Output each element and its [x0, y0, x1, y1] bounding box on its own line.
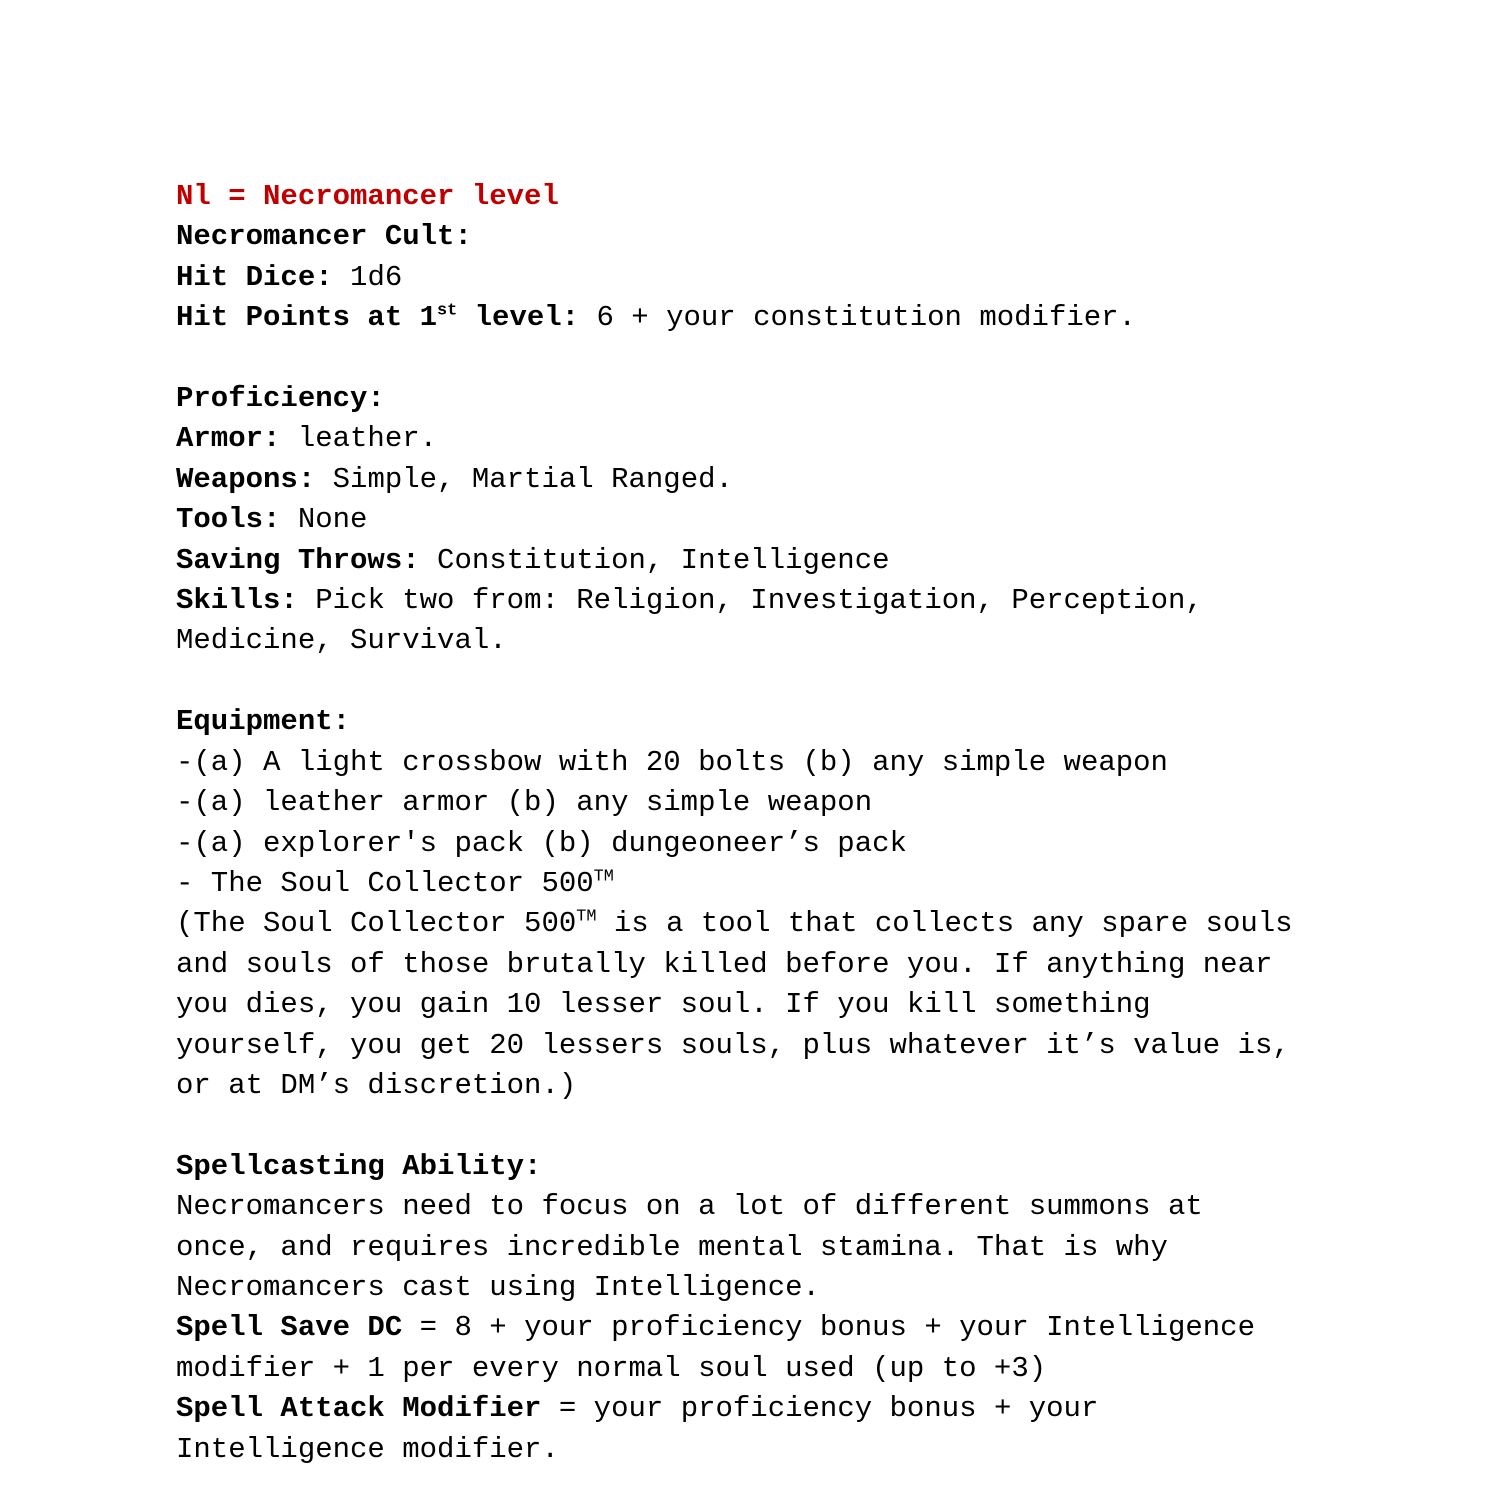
text-line — [176, 1349, 1360, 1389]
text-segment: Spellcasting Ability: — [176, 1149, 542, 1183]
text-segment: Constitution, Intelligence — [419, 543, 890, 577]
text-segment: Hit Dice: — [176, 260, 333, 294]
blank-line — [176, 1106, 1360, 1146]
text-segment: 6 + your constitution modifier. — [579, 301, 1136, 335]
text-segment: Necromancer Cult: — [176, 220, 472, 254]
text-line — [176, 298, 1360, 338]
text-segment: leather. — [280, 422, 438, 456]
text-line — [176, 985, 1360, 1025]
text-line — [176, 177, 1360, 217]
superscript-text: st — [437, 301, 458, 321]
text-segment: Skills: — [176, 584, 298, 618]
superscript-text: TM — [576, 907, 597, 927]
text-line — [176, 1026, 1360, 1066]
text-line — [176, 1147, 1360, 1187]
text-segment: Spell Attack Modifier — [176, 1392, 542, 1426]
text-line — [176, 824, 1360, 864]
text-line — [176, 621, 1360, 661]
text-line — [176, 541, 1360, 581]
text-segment: is a tool that collects any spare souls — [596, 907, 1293, 941]
text-line — [176, 904, 1360, 944]
text-segment: modifier + 1 per every normal soul used (up to +3) — [176, 1351, 1047, 1385]
text-segment: you dies, you gain 10 lesser soul. If you kill something — [176, 988, 1151, 1022]
text-line — [176, 1389, 1360, 1429]
text-segment: = 8 + your proficiency bonus + your Intelligence — [402, 1311, 1255, 1345]
text-line — [176, 1228, 1360, 1268]
text-segment: yourself, you get 20 lessers souls, plus whatever it’s value is, — [176, 1028, 1290, 1062]
text-segment: Saving Throws: — [176, 543, 420, 577]
text-line — [176, 1308, 1360, 1348]
text-line — [176, 460, 1360, 500]
text-segment: Tools: — [176, 503, 281, 537]
text-line — [176, 379, 1360, 419]
text-segment: Necromancers cast using Intelligence. — [176, 1270, 820, 1304]
text-segment: None — [280, 503, 368, 537]
text-segment: -(a) leather armor (b) any simple weapon — [176, 786, 873, 820]
text-segment: Armor: — [176, 422, 281, 456]
text-segment: Intelligence modifier. — [176, 1432, 559, 1466]
text-line — [176, 945, 1360, 985]
text-segment: - The Soul Collector 500 — [176, 866, 594, 900]
text-line — [176, 500, 1360, 540]
text-segment: level: — [457, 301, 580, 335]
heading-red-text: Nl = Necromancer level — [176, 180, 559, 213]
text-line — [176, 1268, 1360, 1308]
text-segment: Equipment: — [176, 705, 351, 739]
text-segment: Necromancers need to focus on a lot of different summons at — [176, 1190, 1203, 1224]
text-segment: once, and requires incredible mental stamina. That is why — [176, 1230, 1168, 1264]
text-segment: Simple, Martial Ranged. — [315, 462, 733, 496]
text-line — [176, 1430, 1360, 1470]
text-line — [176, 1187, 1360, 1227]
text-line — [176, 864, 1360, 904]
text-segment: and souls of those brutally killed before you. If anything near — [176, 947, 1273, 981]
blank-line — [176, 339, 1360, 379]
text-segment: Medicine, Survival. — [176, 624, 507, 658]
text-segment: 1d6 — [332, 260, 403, 294]
text-line — [176, 783, 1360, 823]
text-line — [176, 743, 1360, 783]
text-segment: = your proficiency bonus + your — [541, 1392, 1099, 1426]
blank-line — [176, 662, 1360, 702]
text-line — [176, 419, 1360, 459]
text-line — [176, 581, 1360, 621]
text-segment: or at DM’s discretion.) — [176, 1068, 577, 1102]
text-segment: -(a) explorer's pack (b) dungeoneer’s pack — [176, 826, 907, 860]
text-line — [176, 258, 1360, 298]
text-segment: Hit Points at 1 — [176, 301, 438, 335]
text-segment: (The Soul Collector 500 — [176, 907, 577, 941]
text-line — [176, 702, 1360, 742]
text-segment: Pick two from: Religion, Investigation, Perception, — [297, 584, 1203, 618]
text-line — [176, 217, 1360, 257]
text-segment: Spell Save DC — [176, 1311, 403, 1345]
superscript-text: TM — [593, 867, 614, 887]
text-segment: Weapons: — [176, 462, 316, 496]
text-line — [176, 1066, 1360, 1106]
text-segment: Proficiency: — [176, 382, 385, 416]
text-segment: -(a) A light crossbow with 20 bolts (b) any simple weapon — [176, 745, 1168, 779]
